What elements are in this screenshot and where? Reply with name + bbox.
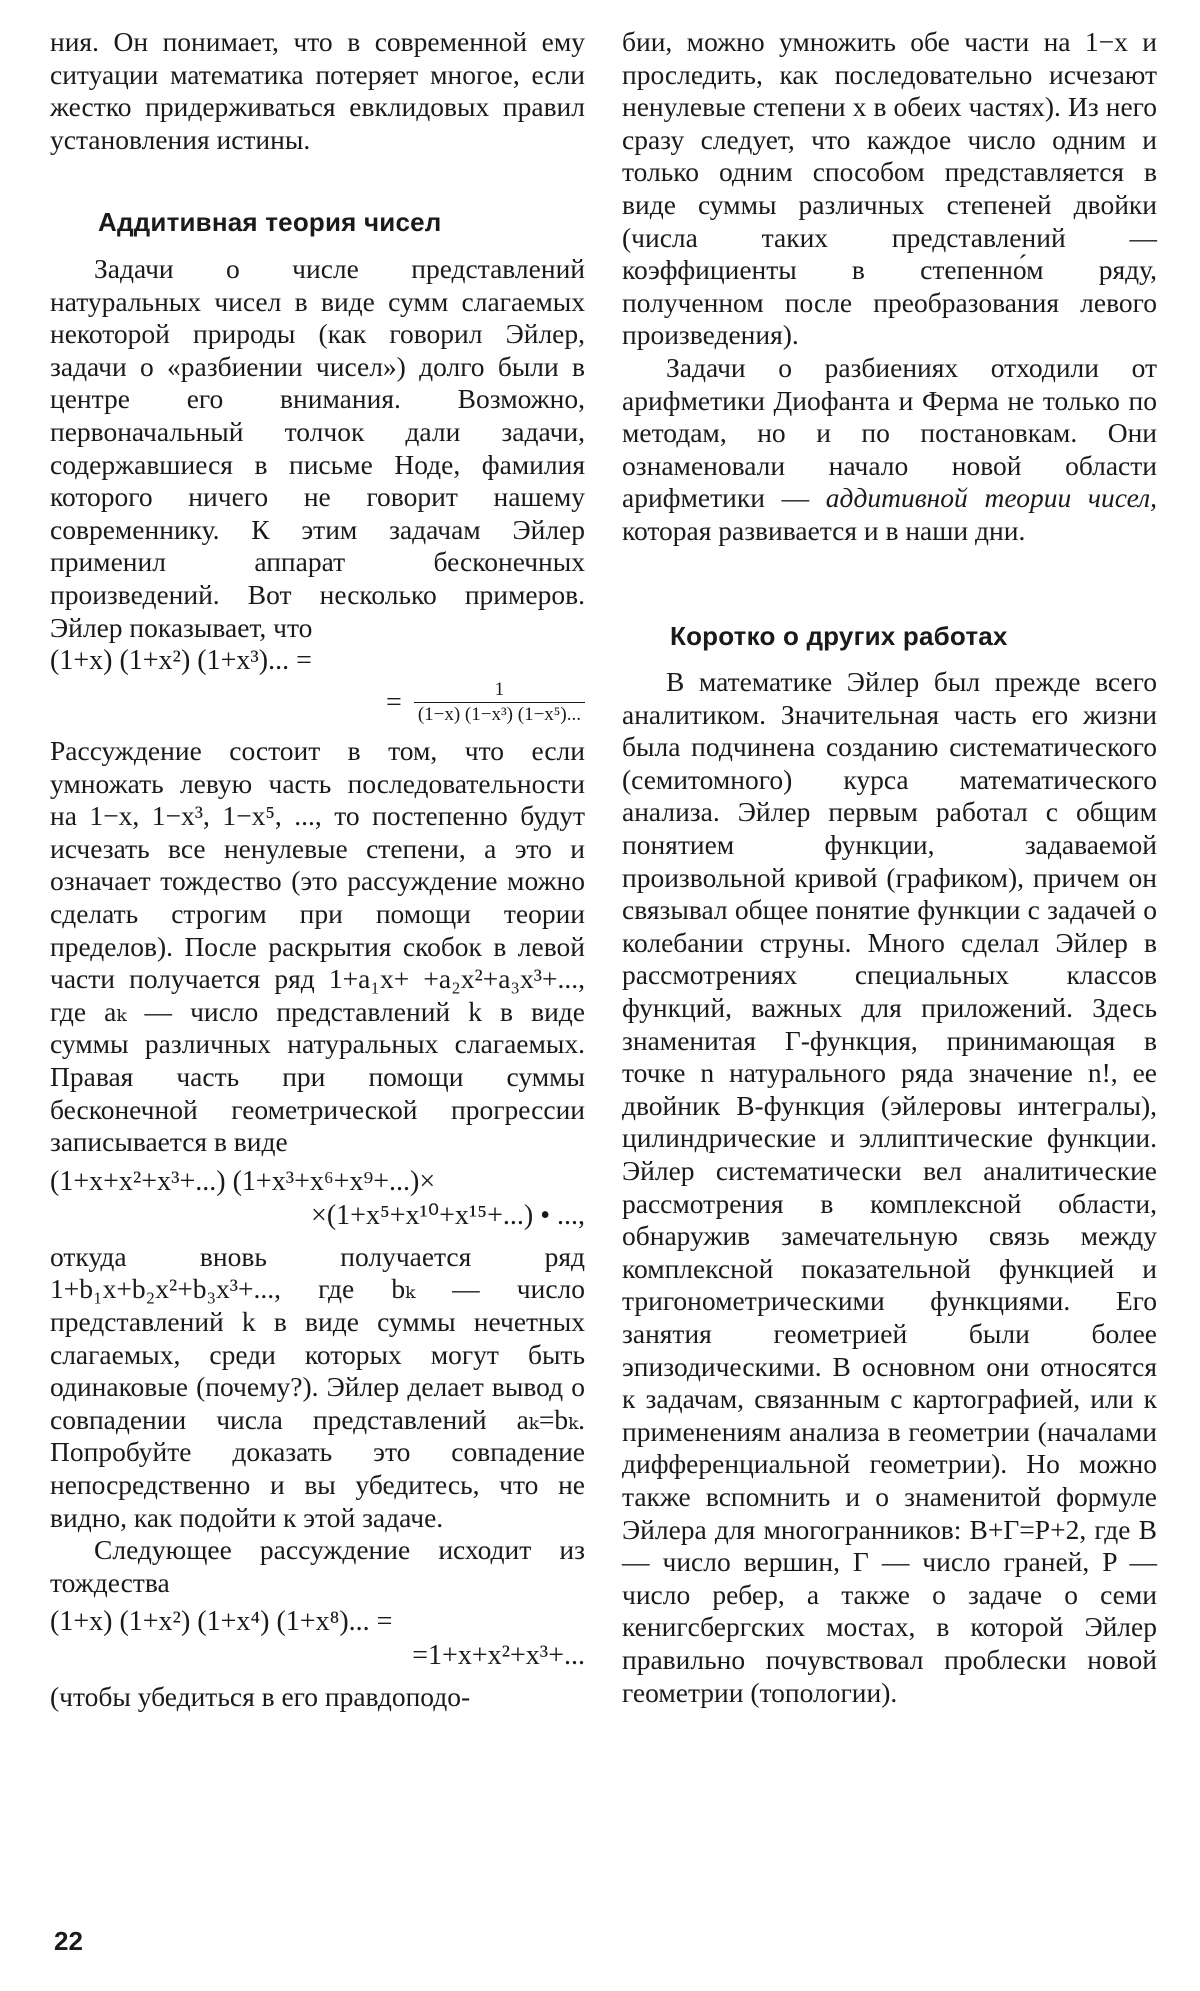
page-number: 22 bbox=[54, 1926, 83, 1956]
formula-line: (1+x+x²+x³+...) (1+x³+x⁶+x⁹+...)× bbox=[50, 1165, 436, 1197]
section-heading: Коротко о других работах bbox=[670, 620, 1008, 651]
italic-term: аддитивной теории чисел, bbox=[825, 482, 1157, 514]
formula-line: ×(1+x⁵+x¹⁰+x¹⁵+...) • ..., bbox=[311, 1199, 585, 1231]
paragraph: Задачи о числе представлений натуральных чисел в виде сумм слагаемых некоторой природы (как говорил Эйлер, задачи о «разбиении чисел») долго были в центре его внимания. Возможно, первоначальный толчок дали задачи, содержавшиеся в письме Ноде, фамилия которого ничего не говорит нашему современнику. К этим задачам Эйлер применил аппарат бесконечных произведений. Вот несколько примеров. Эйлер показывает, что bbox=[50, 252, 585, 643]
paragraph: (чтобы убедиться в его правдоподо- bbox=[50, 1681, 471, 1713]
numerator: 1 bbox=[494, 679, 505, 701]
formula-line: (1+x) (1+x²) (1+x³)... = bbox=[50, 645, 312, 677]
paragraph: откуда вновь получается ряд 1+b₁x+b₂x²+b₃x³+..., где bₖ — число представлений k в виде суммы нечетных слагаемых, среди которых могут быть одинаковые (почему?). Эйлер делает вывод о совпадении числа представлений aₖ=bₖ. Попробуйте доказать это совпадение непосредственно и вы убедитесь, что не видно, как подойти к этой задаче. bbox=[50, 1240, 585, 1533]
paragraph: Следующее рассуждение исходит из тождества bbox=[50, 1534, 585, 1598]
formula-line: (1+x) (1+x²) (1+x⁴) (1+x⁸)... = bbox=[50, 1606, 393, 1638]
equals-sign: = bbox=[386, 686, 402, 718]
paragraph bbox=[622, 352, 1157, 548]
section-heading: Аддитивная теория чисел bbox=[98, 207, 442, 238]
denominator: (1−x) (1−x³) (1−x⁵)... bbox=[414, 702, 585, 725]
right-column bbox=[622, 26, 1157, 1709]
paragraph-text: Задачи о разбиениях отходили от арифметики Диофанта и Ферма не только по методам, но и по постановкам. Они ознаменовали начало новой области арифметики — bbox=[622, 351, 1157, 514]
paragraph: бии, можно умножить обе части на 1−x и проследить, как последовательно исчезают ненулевые степени x в обеих частях). Из него сразу следует, что каждое число одним и только одним способом представляется в виде суммы различных степеней двойки (числа таких представлений — коэффициенты в степенно́м ряду, полученном после преобразования левого произведения). bbox=[622, 26, 1157, 351]
paragraph: ния. Он понимает, что в современной ему ситуации математика потеряет многое, если жестко придерживаться евклидовых правил установления истины. bbox=[50, 26, 585, 155]
spacer bbox=[622, 548, 1157, 602]
left-column bbox=[50, 26, 585, 1714]
formula-fraction bbox=[50, 680, 585, 725]
paragraph-text: которая развивается и в наши дни. bbox=[622, 514, 1026, 546]
paragraph: В математике Эйлер был прежде всего аналитиком. Значительная часть его жизни была подчинена созданию систематического (семитомного) курса математического анализа. Эйлер первым работал с общим понятием функции, задаваемой произвольной кривой (графиком), причем он связывал общее понятие функции с задачей о колебании струны. Много сделал Эйлер в рассмотрениях специальных классов функций, важных для приложений. Здесь знаменитая Г-функция, принимающая в точке n натурального ряда значение n!, ее двойник B-функция (эйлеровы интегралы), цилиндрические и эллиптические функции. Эйлер систематически вел аналитические рассмотрения в комплексной области, обнаружив замечательную связь между комплексной показательной функцией и тригонометрическими функциями. Его занятия геометрией были более эпизодическими. В основном они относятся к задачам, связанным с картографией, или к применениям анализа в геометрии (началами дифференциальной геометрии). Но можно также вспомнить и о знаменитой формуле Эйлера для многогранников: B+Г=P+2, где B — число вершин, Г — число граней, P — число ребер, а также о задаче о семи кенигсбергских мостах, в которой Эйлер правильно почувствовал проблески новой геометрии (топологии). bbox=[622, 666, 1157, 1708]
fraction bbox=[414, 680, 585, 725]
formula-line: =1+x+x²+x³+... bbox=[412, 1640, 585, 1672]
spacer bbox=[50, 156, 585, 188]
paragraph: Рассуждение состоит в том, что если умножать левую часть последовательности на 1−x, 1−x³, 1−x⁵, ..., то постепенно будут исчезать все ненулевые степени, а это и означает тождество (это рассуждение можно сделать строгим при помощи теории пределов). После раскрытия скобок в левой части получается ряд 1+a₁x+ +a₂x²+a₃x³+..., где aₖ — число представлений k в виде суммы различных натуральных слагаемых. Правая часть при помощи суммы бесконечной геометрической прогрессии записывается в виде bbox=[50, 735, 585, 1158]
